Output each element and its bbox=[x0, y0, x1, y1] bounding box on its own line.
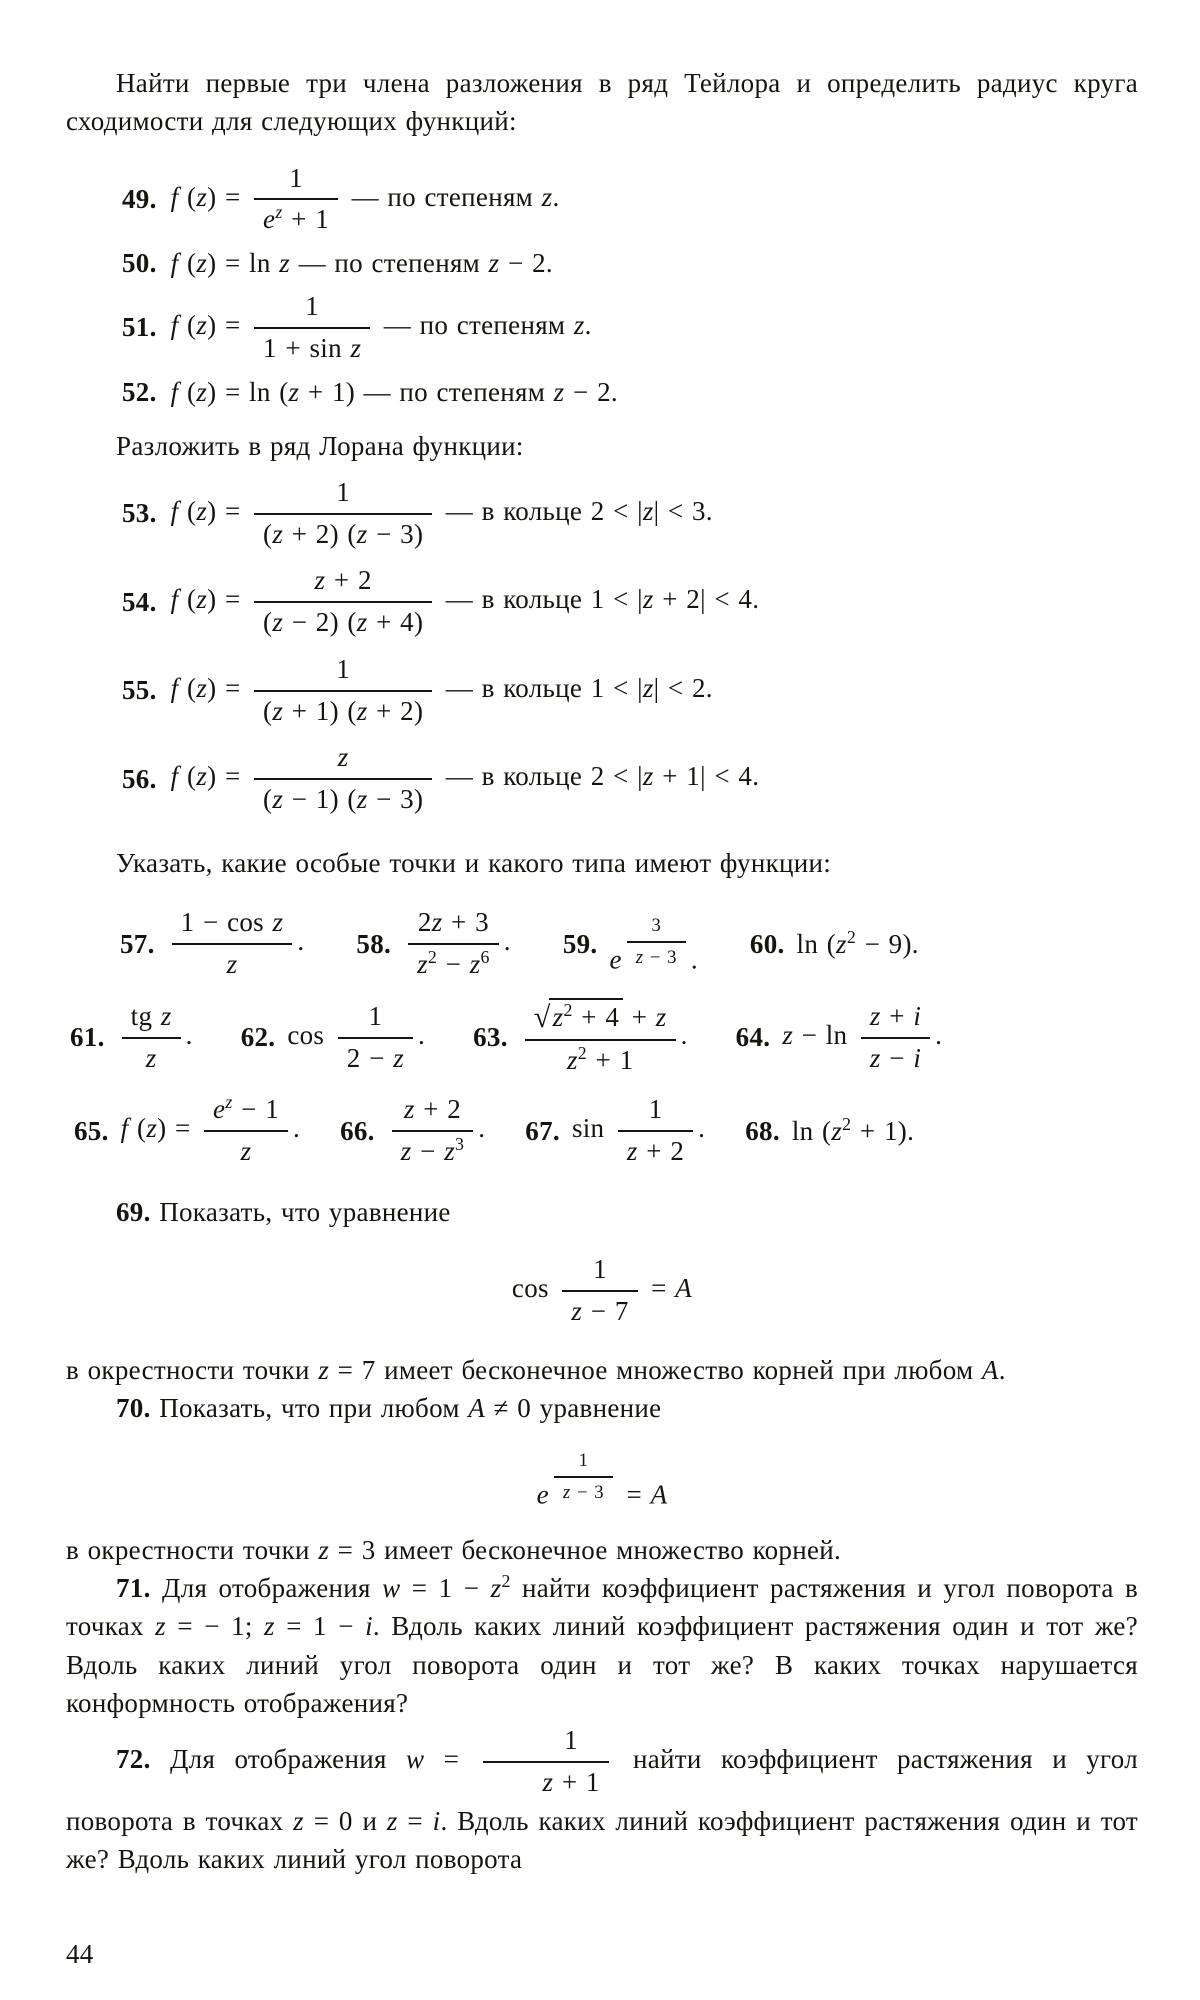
problem-69-equation-formula: cos $\frac{1}{z - 7}$ = A bbox=[511, 1254, 693, 1326]
problem-49-formula: f (z) = $\frac{1}{e^z + 1}$ — по степеням z. bbox=[170, 162, 560, 235]
problem-63 bbox=[473, 996, 688, 1080]
problem-72-paragraph: 72. Для отображения w = $\frac{1}{z + 1}$ найти коэффициент растяжения и угол поворота в точках z = 0 и z = i. Вдоль каких линий коэффициент растяжения один и тот же? Вдоль каких линий угол поворота bbox=[66, 1725, 1138, 1875]
problem-64-number: 64. bbox=[735, 1022, 771, 1053]
problem-54-number: 54. bbox=[122, 586, 157, 617]
problem-70-equation-formula: e $^{\frac{1}{z - 3}}$ = A bbox=[536, 1450, 668, 1510]
problem-64 bbox=[736, 998, 943, 1078]
problems-row-65-68 bbox=[74, 1091, 1138, 1171]
problem-57-formula: $\frac{\text{1 − cos z}}{z}$ . bbox=[167, 904, 305, 984]
problem-49 bbox=[122, 160, 1138, 240]
problem-55-formula: f (z) = $\frac{1}{(z + 1) (z + 2)}$ — в кольце 1 < |z| < 2. bbox=[170, 653, 713, 726]
problem-49-number: 49. bbox=[122, 183, 157, 214]
problem-60 bbox=[749, 926, 919, 960]
problem-66-formula: $\frac{z + 2}{z - z^3}$ . bbox=[387, 1091, 486, 1171]
problem-62 bbox=[241, 998, 425, 1078]
problem-55-number: 55. bbox=[122, 675, 157, 706]
problem-60-number: 60. bbox=[749, 928, 785, 959]
spacer bbox=[66, 882, 1138, 892]
problem-67-formula: sin $\frac{1}{z + 2}$ . bbox=[571, 1094, 706, 1167]
problem-52 bbox=[122, 377, 1138, 408]
spacer bbox=[66, 417, 1138, 427]
spacer bbox=[66, 828, 1138, 844]
problem-68-formula: $\ln (z^2 + 1)$. bbox=[791, 1113, 915, 1146]
problem-59-number: 59. bbox=[562, 928, 598, 959]
problem-68 bbox=[745, 1113, 915, 1147]
problem-69-intro: 69. Показать, что уравнение bbox=[116, 1196, 451, 1227]
problem-62-formula: cos $\frac{1}{2 - z}$ . bbox=[287, 1000, 426, 1073]
problem-53-formula: f (z) = $\frac{1}{(z + 2) (z - 3)}$ — в кольце 2 < |z| < 3. bbox=[170, 476, 713, 549]
problem-56-number: 56. bbox=[122, 763, 157, 794]
problem-53 bbox=[122, 474, 1138, 554]
problem-70-continuation: в окрестности точки z = 3 имеет бесконечное множество корней. bbox=[66, 1534, 842, 1565]
problem-61-number: 61. bbox=[70, 1022, 105, 1053]
problem-54 bbox=[122, 562, 1138, 642]
problem-69-continuation: в окрестности точки z = 7 имеет бесконечное множество корней при любом A. bbox=[66, 1354, 1006, 1385]
problem-51-formula: f (z) = $\frac{1}{\text{1 + sin z}}$ — по степеням z. bbox=[170, 291, 592, 363]
problem-63-number: 63. bbox=[473, 1022, 508, 1053]
problem-59 bbox=[563, 912, 698, 975]
problems-row-57-60 bbox=[120, 904, 1138, 984]
problem-68-number: 68. bbox=[745, 1115, 780, 1146]
problem-51 bbox=[122, 288, 1138, 368]
problem-61-formula: $\frac{\text{tg z}}{z}$ . bbox=[117, 998, 193, 1078]
problem-56 bbox=[122, 739, 1138, 819]
problem-67-number: 67. bbox=[525, 1115, 560, 1146]
problem-66 bbox=[340, 1091, 485, 1171]
problem-53-number: 53. bbox=[122, 498, 157, 529]
problems-row-61-64 bbox=[70, 996, 1138, 1080]
problem-64-formula: z − ln $\frac{z + i}{z - i}$ . bbox=[782, 1000, 943, 1073]
problem-52-number: 52. bbox=[122, 376, 157, 407]
problem-67 bbox=[525, 1091, 705, 1171]
problem-65 bbox=[74, 1091, 300, 1171]
problem-70-equation bbox=[66, 1447, 1138, 1510]
problem-70-intro: 70. Показать, что при любом A ≠ 0 уравнение bbox=[116, 1393, 662, 1423]
problem-52-formula: f (z) = ln (z + 1) — по степеням z − 2. bbox=[170, 376, 618, 407]
problem-65-formula: f (z) = $\frac{e^z - 1}{z}$ . bbox=[120, 1092, 301, 1167]
singular-heading: Указать, какие особые точки и какого типа имеют функции: bbox=[116, 847, 832, 878]
problem-50 bbox=[122, 248, 1138, 279]
problem-57-number: 57. bbox=[120, 928, 155, 959]
spacer bbox=[66, 1183, 1138, 1193]
problem-58 bbox=[356, 904, 510, 984]
problem-58-formula: $\frac{2z + 3}{z^2 - z^6}$ . bbox=[403, 904, 511, 984]
problem-71-paragraph: 71. Для отображения $w = 1 - z^2$ найти коэффициент растяжения и угол поворота в точках z = − 1; z = 1 − i. Вдоль каких линий коэффициент растяжения один и тот же? Вдоль каких линий угол поворота один и тот же? В каких точках нарушается конформность отображения? bbox=[66, 1571, 1139, 1719]
problem-62-number: 62. bbox=[240, 1022, 276, 1053]
page-number: 44 bbox=[66, 1938, 94, 1969]
problem-63-formula: $\frac{√z^2 + 4 + z}{z^2 + 1}$ . bbox=[520, 996, 688, 1080]
intro-paragraph: Найти первые три члена разложения в ряд Тейлора и определить радиус круга сходимости для следующих функций: bbox=[66, 68, 1138, 137]
problem-58-number: 58. bbox=[356, 928, 392, 959]
problem-60-formula: $\ln (z^2 - 9)$. bbox=[796, 926, 919, 959]
problem-55 bbox=[122, 651, 1138, 731]
problem-50-number: 50. bbox=[122, 248, 157, 279]
problem-50-formula: f (z) = ln z — по степеням z − 2. bbox=[170, 248, 553, 279]
problem-56-formula: f (z) = $\frac{z}{(z - 1) (z - 3)}$ — в кольце 2 < |z + 1| < 4. bbox=[170, 742, 760, 815]
problem-51-number: 51. bbox=[122, 312, 157, 343]
laurent-heading: Разложить в ряд Лорана функции: bbox=[116, 430, 524, 461]
problem-66-number: 66. bbox=[340, 1115, 375, 1146]
problem-61 bbox=[70, 998, 193, 1078]
spacer bbox=[66, 141, 1138, 151]
problem-65-number: 65. bbox=[74, 1115, 109, 1146]
problem-57 bbox=[120, 904, 304, 984]
problem-54-formula: f (z) = $\frac{z + 2}{(z - 2) (z + 4)}$ — в кольце 1 < |z + 2| < 4. bbox=[170, 565, 760, 638]
problem-69-equation bbox=[66, 1251, 1138, 1331]
problem-59-formula: e $^{\frac{3}{z - 3}}$ . bbox=[609, 915, 698, 975]
